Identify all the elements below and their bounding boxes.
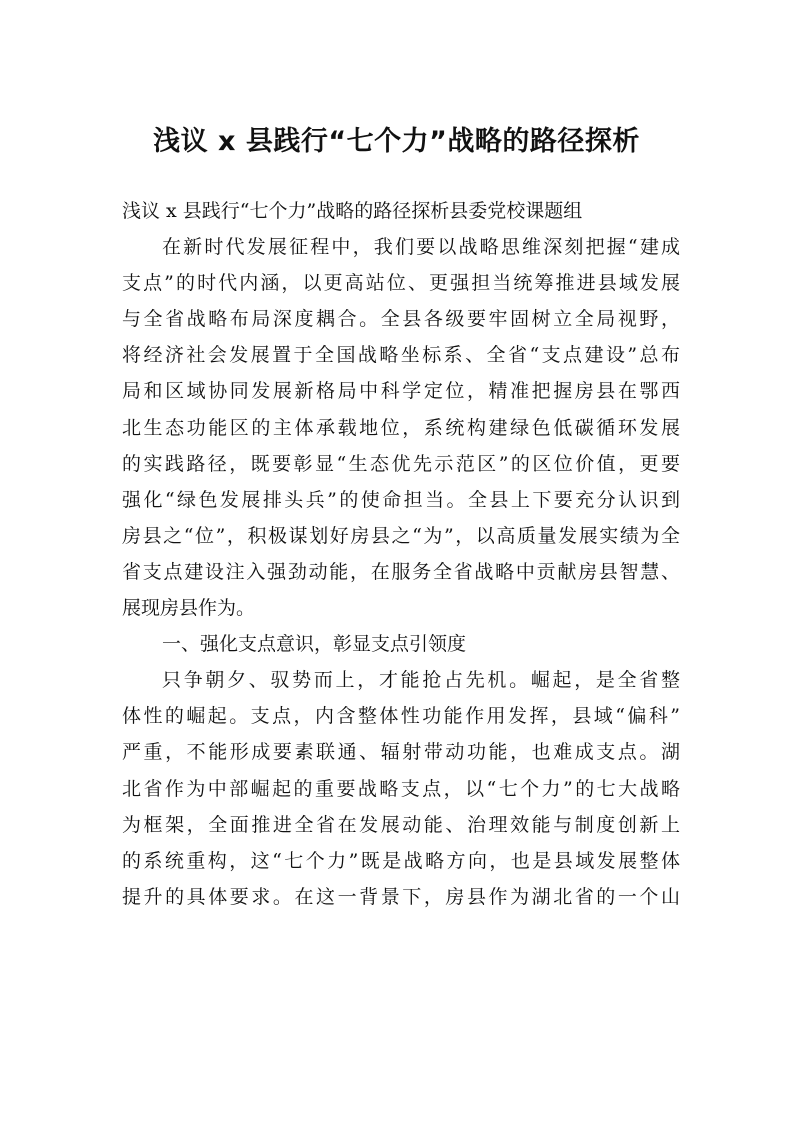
- paragraph-line: 支点”的时代内涵，以更高站位、更强担当统筹推进县域发展: [122, 272, 680, 295]
- paragraph-line: 提升的具体要求。在这一背景下，房县作为湖北省的一个山: [122, 885, 680, 908]
- paragraph-line: 的实践路径，既要彰显“生态优先示范区”的区位价值，更要: [122, 452, 680, 475]
- paragraph-line: 将经济社会发展置于全国战略坐标系、全省“支点建设”总布: [122, 344, 680, 367]
- paragraph-line: 北生态功能区的主体承载地位，系统构建绿色低碳循环发展: [122, 416, 680, 439]
- document-title: 浅议 x 县践行“七个力”战略的路径探析: [153, 126, 640, 157]
- paragraph-line: 展现房县作为。: [122, 597, 256, 620]
- paragraph-line: 的系统重构，这“七个力”既是战略方向，也是县域发展整体: [122, 849, 680, 872]
- paragraph-line: 只争朝夕、驭势而上，才能抢占先机。崛起，是全省整: [162, 669, 680, 692]
- paragraph-line: 北省作为中部崛起的重要战略支点，以“七个力”的七大战略: [122, 777, 680, 800]
- subtitle-line: 浅议 x 县践行“七个力”战略的路径探析县委党校课题组: [122, 200, 583, 222]
- paragraph-line: 为框架，全面推进全省在发展动能、治理效能与制度创新上: [122, 813, 680, 836]
- paragraph-line: 局和区域协同发展新格局中科学定位，精准把握房县在鄂西: [122, 380, 680, 403]
- paragraph-line: 省支点建设注入强劲动能，在服务全省战略中贡献房县智慧、: [122, 560, 680, 583]
- paragraph-line: 与全省战略布局深度耦合。全县各级要牢固树立全局视野，: [122, 308, 680, 331]
- paragraph-line: 在新时代发展征程中，我们要以战略思维深刻把握“建成: [162, 236, 680, 259]
- section-heading: 一、强化支点意识，彰显支点引领度: [162, 633, 467, 656]
- paragraph-line: 严重，不能形成要素联通、辐射带动功能，也难成支点。湖: [122, 741, 680, 764]
- document-body: [122, 193, 680, 915]
- paragraph-line: 体性的崛起。支点，内含整体性功能作用发挥，县域“偏科”: [122, 705, 680, 728]
- paragraph-line: 强化“绿色发展排头兵”的使命担当。全县上下要充分认识到: [122, 488, 680, 511]
- paragraph-line: 房县之“位”，积极谋划好房县之“为”，以高质量发展实绩为全: [122, 524, 680, 547]
